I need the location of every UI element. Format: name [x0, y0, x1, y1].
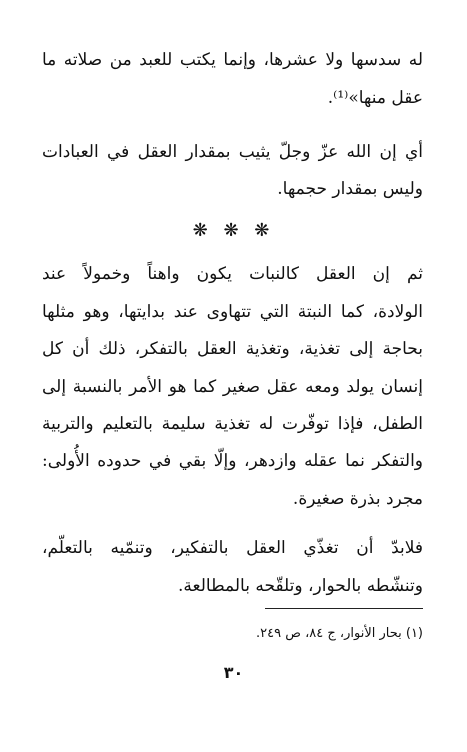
text-line: فلابدّ أن تغذّي العقل بالتفكير، وتنمّيه بالتعلّم، — [42, 538, 423, 558]
text-line: بحاجة إلى تغذية، وتغذية العقل بالتفكر، ذلك أن كل — [42, 339, 423, 359]
text-line: ثم إن العقل كالنبات يكون واهناً وخمولاً عند — [42, 264, 423, 284]
text-line: والتفكر نما عقله وازدهر، وإلّا بقي في حدوده الأُولى: — [42, 451, 423, 471]
section-separator: ❋ ❋ ❋ — [192, 220, 275, 241]
text-line: وليس بمقدار حجمها. — [277, 179, 423, 199]
text-line: الولادة، كما النبتة التي تتهاوى عند بدايتها، وهو مثلها — [42, 302, 423, 322]
text-line: وتنشّطه بالحوار، وتلقّحه بالمطالعة. — [178, 576, 423, 596]
footnote: (١) بحار الأنوار، ج ٨٤، ص ٢٤٩. — [256, 626, 423, 641]
text-line: عقل منها»⁽¹⁾. — [327, 88, 423, 108]
text-line: مجرد بذرة صغيرة. — [292, 489, 423, 509]
text-line: أي إن الله عزّ وجلّ يثيب بمقدار العقل في العبادات — [42, 142, 423, 162]
text-line: له سدسها ولا عشرها، وإنما يكتب للعبد من صلاته ما — [42, 50, 423, 70]
text-line: الطفل، فإذا توفّرت له تغذية سليمة بالتعليم والتربية — [42, 414, 423, 434]
text-line: إنسان يولد ومعه عقل صغير كما هو الأمر بالنسبة إلى — [42, 377, 423, 397]
page-number: ٣٠ — [223, 663, 244, 682]
footnote-divider — [265, 608, 423, 609]
